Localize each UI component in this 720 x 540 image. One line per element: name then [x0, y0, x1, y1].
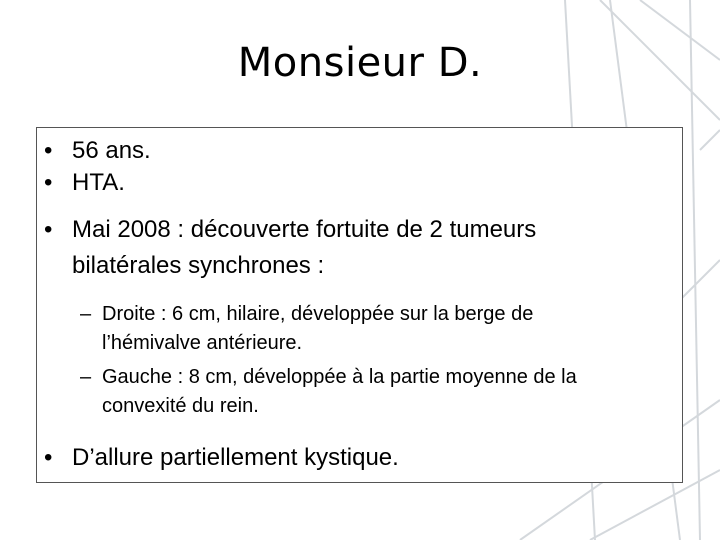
sub-bullet-text-continuation: l’hémivalve antérieure.: [102, 332, 303, 354]
slide-title: Monsieur D.: [237, 40, 483, 86]
bullet-marker: •: [44, 169, 53, 196]
sub-bullet-marker: –: [80, 366, 92, 388]
bullet-text: 56 ans.: [72, 137, 151, 164]
bullet-text: D’allure partiellement kystique.: [72, 444, 399, 471]
bullet-text-continuation: bilatérales synchrones :: [72, 252, 325, 279]
sub-bullet-text: Droite : 6 cm, hilaire, développée sur la berge de: [102, 303, 534, 325]
decor-line: [680, 260, 720, 300]
sub-bullet-text-continuation: convexité du rein.: [102, 395, 259, 417]
sub-bullet-marker: –: [80, 303, 92, 325]
bullet-marker: •: [44, 444, 53, 471]
bullet-text: Mai 2008 : découverte fortuite de 2 tumeurs: [72, 216, 537, 243]
bullet-marker: •: [44, 137, 53, 164]
sub-bullet-text: Gauche : 8 cm, développée à la partie moyenne de la: [102, 366, 577, 388]
decor-line: [700, 130, 720, 150]
bullet-marker: •: [44, 216, 53, 243]
bullet-text: HTA.: [72, 169, 125, 196]
